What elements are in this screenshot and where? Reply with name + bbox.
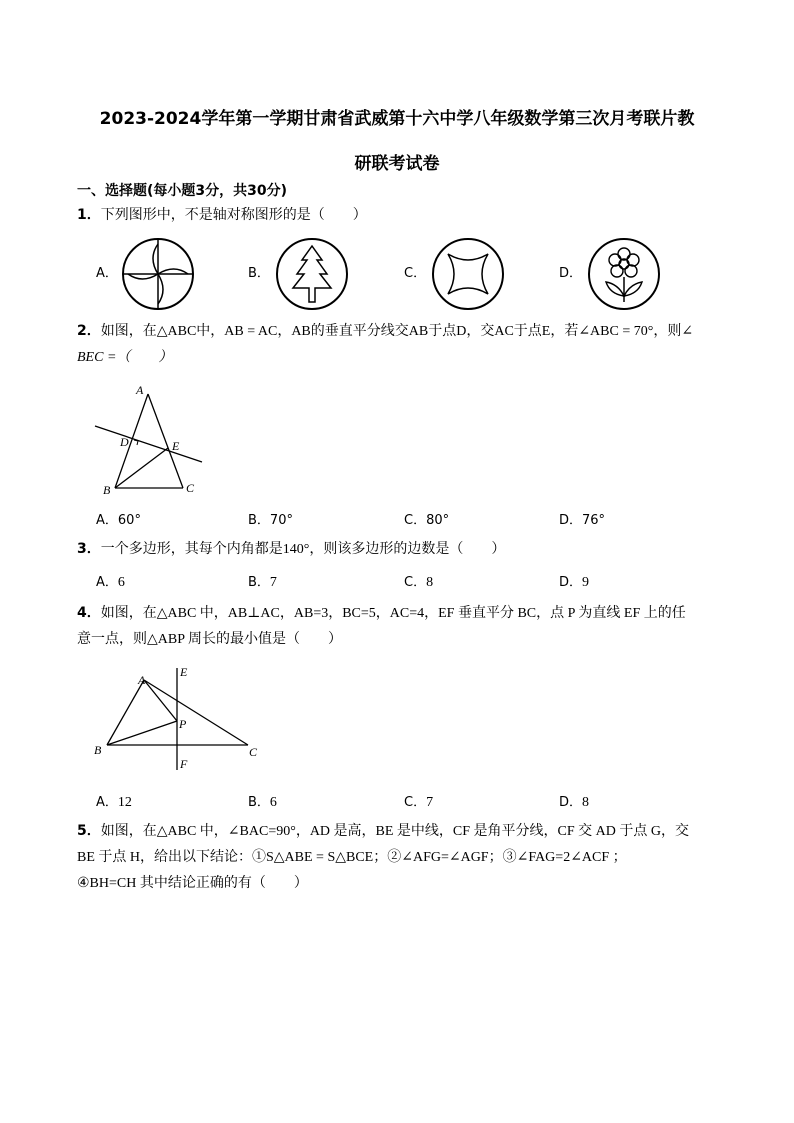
question-5 bbox=[77, 818, 721, 897]
option-value: 7 bbox=[426, 795, 434, 810]
option-a[interactable] bbox=[96, 571, 125, 591]
option-d[interactable] bbox=[559, 509, 605, 529]
option-value: 6 bbox=[269, 795, 277, 810]
option-a[interactable] bbox=[96, 509, 141, 529]
option-c[interactable] bbox=[404, 791, 433, 811]
label-c: C bbox=[186, 481, 195, 495]
question-number: 2． bbox=[77, 323, 101, 339]
option-label: A． bbox=[96, 575, 118, 590]
option-b[interactable] bbox=[248, 262, 270, 282]
question-text: 一个多边形，其每个内角都是140°，则该多边形的边数是（ ） bbox=[100, 542, 506, 557]
option-value: 70° bbox=[269, 513, 293, 528]
label-p: P bbox=[179, 717, 187, 731]
option-label: C． bbox=[404, 575, 427, 590]
option-label: D． bbox=[559, 575, 583, 590]
question-1 bbox=[77, 202, 721, 229]
concave-square-circle-icon bbox=[430, 236, 506, 312]
option-label: A． bbox=[96, 513, 118, 528]
paper-title-line1: 2023-2024学年第一学期甘肃省武威第十六中学八年级数学第三次月考联片教 bbox=[99, 109, 695, 129]
option-a[interactable] bbox=[96, 262, 118, 282]
option-label: D． bbox=[559, 513, 583, 528]
question-number: 4． bbox=[77, 605, 101, 621]
label-e: E bbox=[172, 439, 180, 453]
label-b: B bbox=[94, 743, 102, 757]
question-text-line2: BE 于点 H，给出以下结论：①S△ABE = S△BCE；②∠AFG=∠AGF；③∠FAG=2∠ACF ； bbox=[77, 850, 627, 865]
option-d[interactable] bbox=[559, 262, 582, 282]
option-d[interactable] bbox=[559, 791, 589, 811]
label-c: C bbox=[249, 745, 258, 759]
question-number: 5． bbox=[77, 823, 101, 839]
question-text: 下列图形中，不是轴对称图形的是（ ） bbox=[100, 208, 367, 223]
label-d: D bbox=[120, 435, 129, 449]
option-label: C． bbox=[404, 266, 427, 281]
question-number: 1． bbox=[77, 207, 101, 223]
flower-circle-icon bbox=[586, 236, 662, 312]
option-a[interactable] bbox=[96, 791, 132, 811]
question-2-options bbox=[96, 509, 716, 529]
label-f: F bbox=[180, 757, 188, 771]
option-b[interactable] bbox=[248, 571, 277, 591]
option-value: 8 bbox=[582, 795, 590, 810]
question-text-line3: ④BH=CH 其中结论正确的有（ ） bbox=[77, 876, 308, 891]
label-e: E bbox=[180, 665, 188, 679]
option-d[interactable] bbox=[559, 571, 589, 591]
question-text-line1: 如图，在△ABC中，AB = AC，AB的垂直平分线交AB于点D，交AC于点E，若∠ABC = 70°，则∠ bbox=[100, 324, 694, 339]
paper-title-line2: 研联考试卷 bbox=[354, 154, 440, 174]
label-a: A bbox=[136, 383, 144, 397]
question-text-line1: 如图，在△ABC 中，∠BAC=90°，AD 是高，BE 是中线，CF 是角平分线，CF 交 AD 于点 G，交 bbox=[100, 824, 690, 839]
option-label: B． bbox=[248, 795, 270, 810]
option-value: 60° bbox=[117, 513, 141, 528]
label-b: B bbox=[103, 483, 111, 497]
triangle-figure-q2 bbox=[90, 382, 210, 500]
option-label: C． bbox=[404, 513, 427, 528]
option-value: 12 bbox=[117, 795, 132, 810]
question-2 bbox=[77, 318, 721, 371]
option-label: B． bbox=[248, 575, 270, 590]
pine-tree-circle-icon bbox=[274, 236, 350, 312]
option-c[interactable] bbox=[404, 571, 433, 591]
question-1-options bbox=[96, 236, 716, 316]
option-b[interactable] bbox=[248, 509, 293, 529]
option-value: 8 bbox=[426, 575, 434, 590]
option-label: A． bbox=[96, 266, 118, 281]
option-label: D． bbox=[559, 266, 583, 281]
label-a: A bbox=[138, 673, 146, 687]
option-c[interactable] bbox=[404, 509, 449, 529]
question-3 bbox=[77, 536, 721, 563]
option-label: B． bbox=[248, 266, 270, 281]
option-value: 80° bbox=[426, 513, 450, 528]
option-label: A． bbox=[96, 795, 118, 810]
question-text-line2: BEC =（ ） bbox=[77, 350, 173, 365]
option-value: 6 bbox=[117, 575, 125, 590]
option-value: 9 bbox=[582, 575, 590, 590]
section-heading: 一、选择题(每小题3分，共30分) bbox=[77, 183, 288, 199]
triangle-figure-q4 bbox=[88, 664, 268, 776]
question-3-options bbox=[96, 571, 716, 591]
pinwheel-circle-icon bbox=[120, 236, 196, 312]
question-4 bbox=[77, 600, 721, 653]
question-text-line2: 意一点，则△ABP 周长的最小值是（ ） bbox=[77, 632, 342, 647]
option-c[interactable] bbox=[404, 262, 426, 282]
option-value: 76° bbox=[582, 513, 606, 528]
option-b[interactable] bbox=[248, 791, 277, 811]
question-4-options bbox=[96, 791, 716, 811]
option-label: C． bbox=[404, 795, 427, 810]
option-label: D． bbox=[559, 795, 583, 810]
question-text-line1: 如图，在△ABC 中，AB⊥AC，AB=3，BC=5，AC=4，EF 垂直平分 BC，点 P 为直线 EF 上的任 bbox=[100, 606, 686, 621]
option-value: 7 bbox=[269, 575, 277, 590]
question-number: 3． bbox=[77, 541, 101, 557]
option-label: B． bbox=[248, 513, 270, 528]
